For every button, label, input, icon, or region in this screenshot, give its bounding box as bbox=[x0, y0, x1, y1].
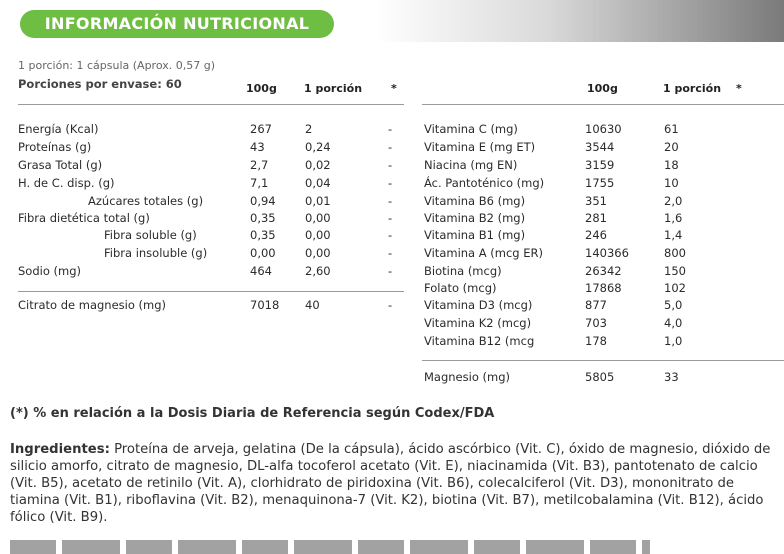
row-100g: 17868 bbox=[585, 281, 622, 295]
row-100g: 351 bbox=[585, 194, 607, 208]
row-label: Fibra soluble (g) bbox=[104, 228, 197, 242]
row-portion: 0,01 bbox=[305, 194, 331, 208]
row-portion: 20 bbox=[664, 140, 679, 154]
left-header-100g: 100g bbox=[246, 82, 277, 95]
row-dv: - bbox=[388, 194, 393, 208]
row-100g: 464 bbox=[250, 264, 272, 278]
row-label: Folato (mcg) bbox=[424, 281, 497, 295]
row-label: Vitamina C (mg) bbox=[424, 122, 518, 136]
left-header-dv: * bbox=[391, 82, 397, 95]
row-dv: - bbox=[388, 140, 393, 154]
left-table-top-rule bbox=[18, 104, 404, 105]
row-portion: 1,0 bbox=[664, 334, 683, 348]
row-label: Azúcares totales (g) bbox=[88, 194, 204, 208]
right-header-100g: 100g bbox=[587, 82, 618, 95]
row-label: Ác. Pantoténico (mg) bbox=[424, 176, 545, 190]
row-label: Energía (Kcal) bbox=[18, 122, 99, 136]
row-portion: 800 bbox=[664, 246, 686, 260]
row-dv: - bbox=[388, 264, 393, 278]
row-dv: - bbox=[388, 122, 393, 136]
row-label: Vitamina B1 (mg) bbox=[424, 228, 526, 242]
row-100g: 3159 bbox=[585, 158, 615, 172]
row-portion: 5,0 bbox=[664, 298, 683, 312]
row-label: Vitamina B12 (mcg bbox=[424, 334, 535, 348]
row-dv: - bbox=[388, 298, 393, 312]
row-label: Vitamina B6 (mg) bbox=[424, 194, 526, 208]
row-dv: - bbox=[388, 228, 393, 242]
row-portion: 18 bbox=[664, 158, 679, 172]
row-100g: 877 bbox=[585, 298, 607, 312]
left-header-portion: 1 porción bbox=[304, 82, 363, 95]
row-label: Sodio (mg) bbox=[18, 264, 81, 278]
row-100g: 10630 bbox=[585, 122, 622, 136]
row-100g: 3544 bbox=[585, 140, 615, 154]
row-100g: 0,35 bbox=[250, 228, 276, 242]
row-portion: 0,04 bbox=[305, 176, 331, 190]
row-portion: 0,24 bbox=[305, 140, 331, 154]
row-portion: 40 bbox=[305, 298, 320, 312]
row-label: Biotina (mcg) bbox=[424, 264, 502, 278]
ingredients-label: Ingredientes: bbox=[10, 442, 110, 457]
row-label: Niacina (mg EN) bbox=[424, 158, 518, 172]
row-100g: 1755 bbox=[585, 176, 615, 190]
row-portion: 0,02 bbox=[305, 158, 331, 172]
row-label: Vitamina B2 (mg) bbox=[424, 211, 526, 225]
row-100g: 7,1 bbox=[250, 176, 269, 190]
cropped-text-line bbox=[10, 540, 650, 554]
daily-value-footnote: (*) % en relación a la Dosis Diaria de Referencia según Codex/FDA bbox=[10, 406, 495, 421]
row-portion: 1,6 bbox=[664, 211, 683, 225]
row-label: H. de C. disp. (g) bbox=[18, 176, 115, 190]
left-table-mid-rule bbox=[18, 291, 404, 292]
row-label: Proteínas (g) bbox=[18, 140, 92, 154]
row-100g: 267 bbox=[250, 122, 272, 136]
row-100g: 26342 bbox=[585, 264, 622, 278]
row-dv: - bbox=[388, 158, 393, 172]
right-table-mid-rule bbox=[422, 360, 784, 361]
row-100g: 246 bbox=[585, 228, 607, 242]
row-100g: 7018 bbox=[250, 298, 280, 312]
ingredients-paragraph bbox=[10, 441, 780, 526]
row-100g: 2,7 bbox=[250, 158, 269, 172]
row-100g: 43 bbox=[250, 140, 265, 154]
row-label: Vitamina K2 (mcg) bbox=[424, 316, 532, 330]
row-label: Vitamina D3 (mcg) bbox=[424, 298, 533, 312]
row-dv: - bbox=[388, 246, 393, 260]
row-100g: 140366 bbox=[585, 246, 629, 260]
right-header-portion: 1 porción bbox=[663, 82, 722, 95]
row-portion: 0,00 bbox=[305, 228, 331, 242]
row-portion: 1,4 bbox=[664, 228, 683, 242]
row-100g: 281 bbox=[585, 211, 607, 225]
row-100g: 0,00 bbox=[250, 246, 276, 260]
row-dv: - bbox=[388, 211, 393, 225]
row-portion: 2,60 bbox=[305, 264, 331, 278]
row-portion: 10 bbox=[664, 176, 679, 190]
row-portion: 2,0 bbox=[664, 194, 683, 208]
row-100g: 0,35 bbox=[250, 211, 276, 225]
row-label: Vitamina E (mg ET) bbox=[424, 140, 536, 154]
ingredients-text: Proteína de arveja, gelatina (De la cápsula), ácido ascórbico (Vit. C), óxido de magnesio, dióxido de silicio amorfo, citrato de magnesio, DL-alfa tocoferol acetato (Vit. E), niacinamida (Vit. B3), pantotenato de calcio (Vit. B5), acetato de retinilo (Vit. A), clorhidrato de piridoxina (Vit. B6), colecalciferol (Vit. D3), mononitrato de tiamina (Vit. B1), riboflavina (Vit. B2), menaquinona-7 (Vit. K2), biotina (Vit. B7), metilcobalamina (Vit. B12), ácido fólico (Vit. B9). bbox=[10, 442, 771, 525]
row-portion: 33 bbox=[664, 370, 679, 384]
serving-size: 1 porción: 1 cápsula (Aprox. 0,57 g) bbox=[18, 59, 215, 72]
row-100g: 0,94 bbox=[250, 194, 276, 208]
row-label: Magnesio (mg) bbox=[424, 370, 510, 384]
right-header-dv: * bbox=[736, 82, 742, 95]
row-label: Vitamina A (mcg ER) bbox=[424, 246, 543, 260]
row-portion: 61 bbox=[664, 122, 679, 136]
row-portion: 0,00 bbox=[305, 246, 331, 260]
row-label: Grasa Total (g) bbox=[18, 158, 103, 172]
servings-per-container: Porciones por envase: 60 bbox=[18, 77, 182, 91]
row-label: Citrato de magnesio (mg) bbox=[18, 298, 167, 312]
row-100g: 178 bbox=[585, 334, 607, 348]
row-portion: 0,00 bbox=[305, 211, 331, 225]
row-portion: 2 bbox=[305, 122, 313, 136]
row-label: Fibra insoluble (g) bbox=[104, 246, 208, 260]
row-portion: 102 bbox=[664, 281, 686, 295]
row-portion: 150 bbox=[664, 264, 686, 278]
row-label: Fibra dietética total (g) bbox=[18, 211, 150, 225]
row-dv: - bbox=[388, 176, 393, 190]
row-100g: 5805 bbox=[585, 370, 615, 384]
right-table-top-rule bbox=[422, 104, 784, 105]
row-100g: 703 bbox=[585, 316, 607, 330]
page-title: INFORMACIÓN NUTRICIONAL bbox=[20, 10, 334, 38]
row-portion: 4,0 bbox=[664, 316, 683, 330]
